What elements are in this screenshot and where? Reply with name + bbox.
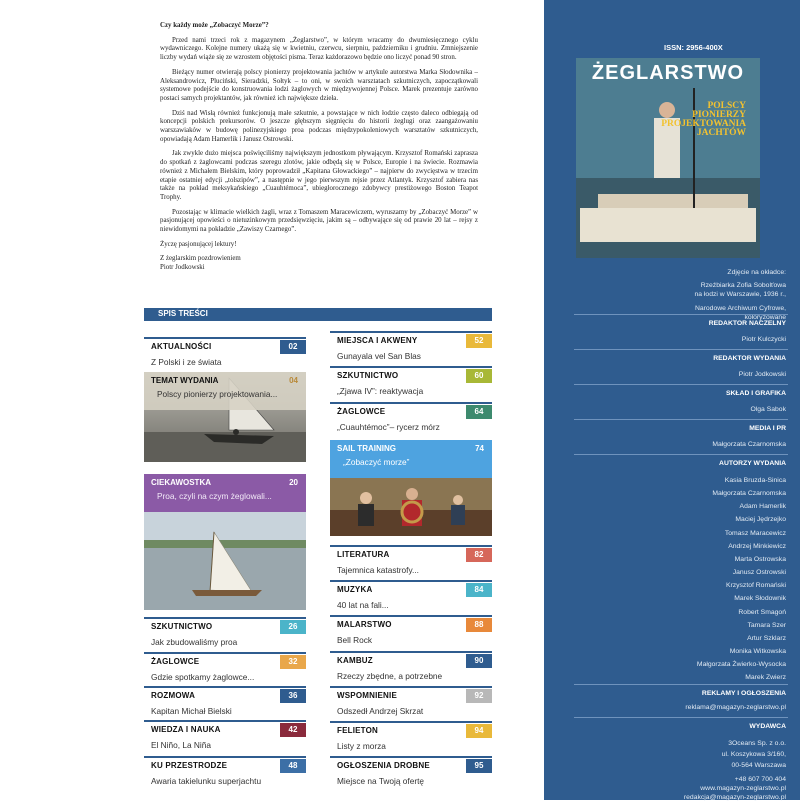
entry-subtitle: Listy z morza — [337, 740, 386, 751]
entry-page: 92 — [466, 689, 492, 703]
authors-label: AUTORZY WYDANIA — [719, 460, 786, 467]
feature-title: SAIL TRAINING — [337, 444, 396, 453]
author-name: Robert Smagoń — [738, 608, 786, 616]
toc-feature-temat-wydania[interactable] — [144, 372, 306, 462]
toc-entry-muzyka[interactable] — [330, 580, 492, 610]
editorial-paragraph: Dziś nad Wisłą również funkcjonują małe szkutnie, a powstające w nich łodzie często daleco odbiegają od koncepcji polskich prekursorów. O jeszcze głębszym sięgnięciu do historii żeglugi oraz zaangażowaniu warszawiaków w budowę polinezyjskiego proa podczas międzypokoleniowych warsztatów szkutniczych, opowiadają Adam Hamerlik i Janusz Ostrowski. — [160, 109, 478, 143]
entry-page: 90 — [466, 654, 492, 668]
divider — [574, 717, 788, 718]
caption-line: Rzeźbiarka Zofia Sobolťowa — [700, 281, 786, 289]
caption-line: Narodowe Archiwum Cyfrowe, — [694, 304, 786, 312]
entry-page: 88 — [466, 618, 492, 632]
entry-subtitle: Gdzie spotkamy żaglowce... — [151, 671, 255, 682]
cover-headline-line: JACHTÓW — [696, 128, 746, 138]
entry-title: MALARSTWO — [337, 619, 392, 629]
editorial-closing: Życzę pasjonującej lektury! — [160, 240, 237, 248]
entry-page: 52 — [466, 334, 492, 348]
toc-feature-ciekawostka[interactable] — [144, 474, 306, 610]
entry-title: ŻAGLOWCE — [151, 656, 200, 666]
entry-subtitle: Bell Rock — [337, 634, 373, 645]
entry-page: 94 — [466, 724, 492, 738]
media-name: Małgorzata Czarnomska — [712, 441, 786, 448]
toc-entry-szkutnictwo[interactable] — [144, 617, 306, 647]
address-line: 3Oceans Sp. z o.o. — [728, 740, 786, 747]
toc-entry-zaglowce-cuauhtemoc[interactable] — [330, 402, 492, 432]
entry-title: WIEDZA I NAUKA — [151, 724, 221, 734]
entry-title: LITERATURA — [337, 549, 390, 559]
editorial-letter — [160, 22, 478, 273]
author-name: Marek Słodownik — [734, 595, 786, 603]
publisher-label: WYDAWCA — [749, 723, 786, 730]
toc-entry-zaglowce[interactable] — [144, 652, 306, 682]
masthead-sidebar — [544, 0, 800, 800]
author-name: Maciej Jędrzejko — [735, 516, 786, 524]
issn: ISSN: 2956-400X — [664, 43, 723, 52]
layout-label: SKŁAD I GRAFIKA — [725, 390, 786, 397]
caption-line: na łodzi w Warszawie, 1936 r., — [694, 291, 786, 298]
editorial-paragraph: Jak zwykle dużo miejsca poświęciliśmy największym jednostkom pływającym. Krzysztof Romański zaprasza do spotkań z żaglowcami podczas szeregu zlotów, jakie odbędą się w Polsce, Europie i na świecie. Rozmawia również z Michałem Bielskim, który poprowadził „Kapitana Głowackiego” – najpierw do zwycięstwa w trzecim etapie ostatniej edycji „tolszipów”, a następnie w jego pierwszym rejsie przez Atlantyk. Krzysztof zabiera nas także na pokład meksykańskiego „Cuauhtémoca”, ubiegłorocznego zdobywcy prestiżowego Boston Teapot Trophy. — [160, 150, 478, 201]
divider — [574, 684, 788, 685]
caption-line: koloryzowane — [744, 314, 786, 321]
toc-entry-szkutnictwo-zjawa[interactable] — [330, 366, 492, 396]
entry-page: 42 — [280, 723, 306, 737]
publisher-contact — [684, 775, 786, 802]
author-name: Małgorzata Czarnomska — [712, 490, 786, 498]
editor-name: Piotr Kulczycki — [741, 336, 786, 343]
entry-page: 48 — [280, 759, 306, 773]
entry-title: KU PRZESTRODZE — [151, 760, 228, 770]
editorial-signature-line: Z żeglarskim pozdrowieniem — [160, 255, 241, 263]
entry-page: 95 — [466, 759, 492, 773]
author-name: Andrzej Minkiewicz — [728, 542, 786, 550]
feature-title: TEMAT WYDANIA — [151, 376, 219, 385]
author-name: Krzysztof Romański — [725, 582, 786, 590]
divider — [574, 419, 788, 420]
author-name: Adam Hamerlik — [739, 503, 786, 511]
cover-headline-line: PIONIERZY — [692, 110, 746, 120]
entry-title: WSPOMNIENIE — [337, 690, 397, 700]
entry-subtitle: 40 lat na fali... — [337, 599, 389, 610]
feature-subtitle: Proa, czyli na czym żeglowali... — [157, 491, 272, 501]
toc-title: SPIS TREŚCI — [158, 309, 208, 318]
entry-subtitle: Z Polski i ze świata — [151, 356, 222, 367]
magazine-cover — [576, 58, 760, 258]
toc-entry-wiedza-i-nauka[interactable] — [144, 720, 306, 750]
entry-title: SZKUTNICTWO — [337, 370, 399, 380]
entry-page: 02 — [280, 340, 306, 354]
entry-subtitle: Miejsce na Twoją ofertę — [337, 775, 425, 786]
toc-header-bar — [144, 308, 492, 321]
ads-label: REKLAMY I OGŁOSZENIA — [701, 690, 786, 697]
media-label: MEDIA I PR — [749, 425, 786, 432]
layout-name: Olga Sabok — [750, 406, 786, 413]
author-name: Małgorzata Żwierko-Wysocka — [696, 661, 786, 669]
entry-title: MUZYKA — [337, 584, 373, 594]
entry-page: 26 — [280, 620, 306, 634]
feature-subtitle: „Zobaczyć morze” — [343, 457, 410, 467]
feature-page: 04 — [289, 376, 298, 385]
editorial-signature-name: Piotr Jodkowski — [160, 264, 205, 272]
toc-entry-wspomnienie[interactable] — [330, 686, 492, 716]
author-name: Marta Ostrowska — [734, 555, 786, 563]
toc-entry-ogloszenia-drobne[interactable] — [330, 756, 492, 786]
entry-title: SZKUTNICTWO — [151, 621, 213, 631]
entry-title: ŻAGLOWCE — [337, 406, 386, 416]
entry-subtitle: Awaria takielunku superjachtu — [151, 775, 262, 786]
entry-page: 84 — [466, 583, 492, 597]
address-line: ul. Koszykowa 3/160, — [721, 751, 786, 758]
address-line: 00-564 Warszawa — [731, 762, 786, 769]
entry-page: 82 — [466, 548, 492, 562]
author-name: Janusz Ostrowski — [732, 569, 786, 577]
cover-headline-line: POLSCY — [707, 101, 746, 111]
editorial-paragraph: Przed nami trzeci rok z magazynem „Żeglarstwo”, w którym wracamy do dwumiesięcznego cyklu wydawniczego. Kolejne numery ukażą się w kwietniu, czerwcu, sierpniu, październiku i grudniu. Zmniejszenie liczby wydań wiąże się ze wzrostem objętości pisma. Teraz każdorazowo będzie ono liczyć ponad 90 stron. — [160, 36, 478, 62]
entry-subtitle: „Zjawa IV”: reaktywacja — [337, 385, 424, 396]
publisher-address — [722, 738, 786, 771]
entry-subtitle: Jak zbudowaliśmy proa — [151, 636, 238, 647]
editorial-paragraph: Pozostając w klimacie wielkich żagli, wraz z Tomaszem Maracewiczem, wyruszamy by „Zobaczyć Morze” w pasjonującej opowieści o nietuzinkowym przedsięwzięciu, jakim są – odbywające się od prawie 20 lat – rejsy z niewidomymi na pokładzie „Zawiszy Czarnego”. — [160, 208, 478, 234]
issue-editor-name: Piotr Jodkowski — [738, 371, 786, 378]
feature-page: 20 — [289, 478, 298, 487]
toc-entry-literatura[interactable] — [330, 545, 492, 575]
entry-subtitle: El Niño, La Niña — [151, 739, 211, 750]
divider — [574, 349, 788, 350]
entry-subtitle: „Cuauhtémoc”– rycerz mórz — [337, 421, 440, 432]
feature-title: CIEKAWOSTKA — [151, 478, 211, 487]
divider — [574, 384, 788, 385]
divider — [574, 454, 788, 455]
editor-label: REDAKTOR NACZELNY — [708, 320, 786, 327]
toc-entry-rozmowa[interactable] — [144, 686, 306, 716]
entry-title: ROZMOWA — [151, 690, 196, 700]
author-name: Kasia Bruzda-Sinica — [724, 477, 786, 484]
entry-page: 32 — [280, 655, 306, 669]
cover-logo: ŻEGLARSTWO — [591, 62, 745, 84]
editorial-question: Czy każdy może „Zobaczyć Morze”? — [160, 22, 269, 29]
author-name: Tamara Szer — [747, 621, 786, 629]
caption-line: Zdjęcie na okładce: — [727, 269, 786, 276]
contact-email[interactable]: redakcja@magazyn-zeglarstwo.pl — [683, 794, 786, 801]
cover-photo — [576, 58, 760, 258]
author-name: Artur Szklarz — [747, 634, 786, 642]
entry-subtitle: Gunayala vel San Blas — [337, 350, 421, 361]
authors-list — [697, 474, 786, 685]
feature-subtitle: Polscy pionierzy projektowania... — [157, 389, 278, 399]
author-name: Monika Witkowska — [729, 648, 786, 656]
entry-title: AKTUALNOŚCI — [151, 341, 212, 351]
entry-subtitle: Odszedł Andrzej Skrzat — [337, 705, 424, 716]
website-link[interactable]: www.magazyn-zeglarstwo.pl — [700, 785, 786, 792]
ads-email[interactable]: reklama@magazyn-zeglarstwo.pl — [685, 704, 786, 711]
toc-entry-kambuz[interactable] — [330, 651, 492, 681]
feature-page: 74 — [475, 444, 484, 453]
phone-number: +48 607 700 404 — [734, 776, 786, 783]
entry-page: 60 — [466, 369, 492, 383]
toc-entry-felieton[interactable] — [330, 721, 492, 751]
entry-page: 36 — [280, 689, 306, 703]
author-name: Marek Zwierz — [745, 674, 786, 682]
cover-headline — [661, 102, 746, 138]
cover-headline-line: PROJEKTOWANIA — [661, 119, 746, 129]
divider — [574, 314, 788, 315]
toc-feature-sail-training[interactable] — [330, 440, 492, 536]
entry-subtitle: Rzeczy zbędne, a potrzebne — [337, 670, 443, 681]
toc-entry-miejsca-i-akweny[interactable] — [330, 331, 492, 361]
author-name: Tomasz Maracewicz — [724, 529, 786, 537]
editorial-paragraph: Bieżący numer otwierają polscy pionierzy projektowania jachtów w artykule autorstwa Marka Słodownika – Aleksandrowicz, Pluciński, Sieradzki, Sołtyk – to oni, w swoich warsztatach szkutniczych, zapoczątkowali systemowe podejście do konstruowania łodzi żaglowych w międzywojennej Polsce. Marek prezentuje zarówno postaci samych projektantów, jak również ich największe dzieła. — [160, 68, 478, 102]
toc-entry-malarstwo[interactable] — [330, 615, 492, 645]
entry-title: KAMBUZ — [337, 655, 373, 665]
entry-subtitle: Kapitan Michał Bielski — [151, 705, 232, 716]
entry-title: MIEJSCA I AKWENY — [337, 335, 418, 345]
entry-title: FELIETON — [337, 725, 379, 735]
entry-title: OGŁOSZENIA DROBNE — [337, 760, 430, 770]
entry-subtitle: Tajemnica katastrofy... — [337, 564, 419, 575]
toc-entry-aktualnosci[interactable] — [144, 337, 306, 367]
entry-page: 64 — [466, 405, 492, 419]
toc-entry-ku-przestrodze[interactable] — [144, 756, 306, 786]
issue-editor-label: REDAKTOR WYDANIA — [713, 355, 786, 362]
